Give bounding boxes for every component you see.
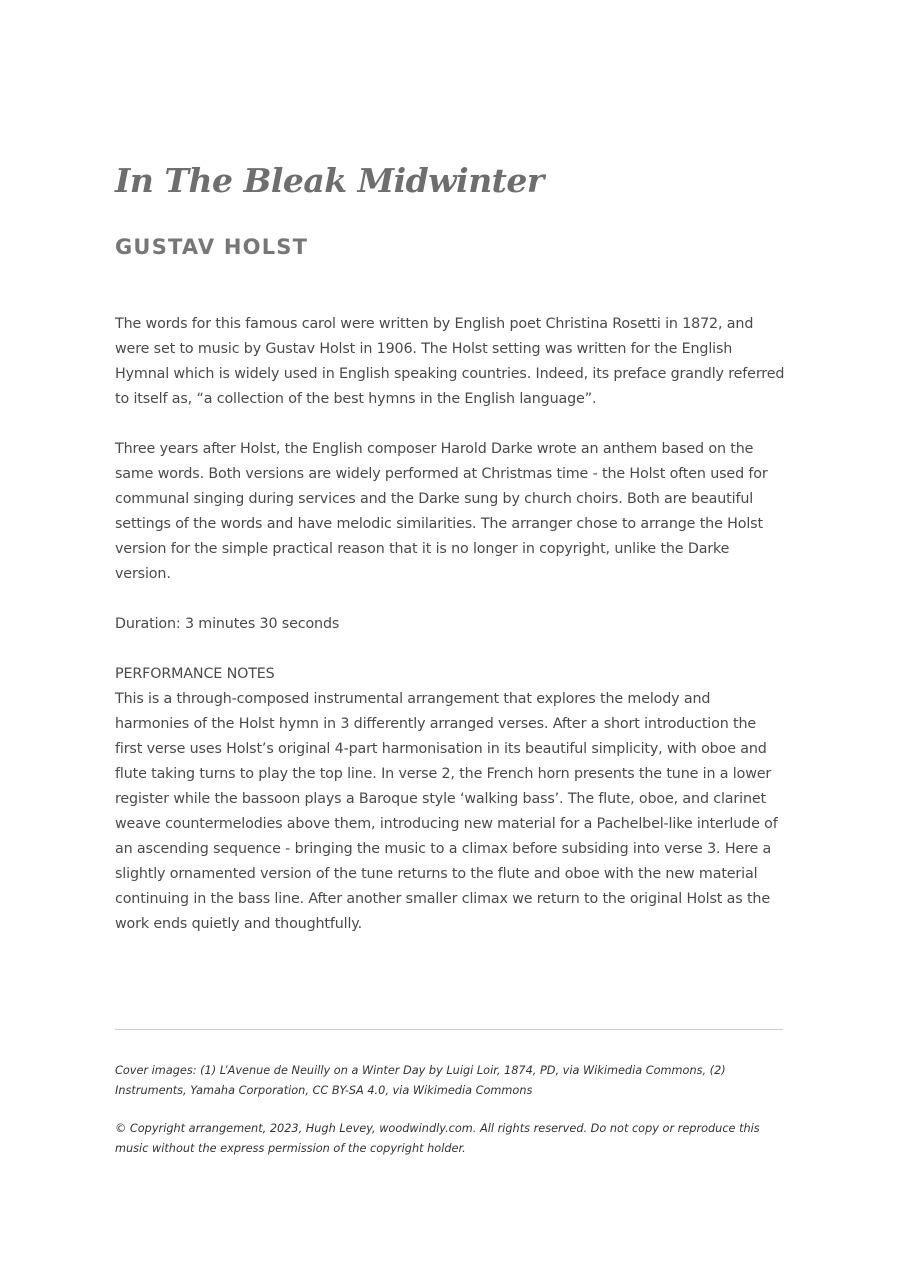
piece-title: In The Bleak Midwinter — [115, 161, 544, 200]
intro-paragraph: The words for this famous carol were written by English poet Christina Rosetti in 1872, and were set to music by Gustav Holst in 1906. The Holst setting was written for the English Hymnal which is widely used in English speaking countries. Indeed, its preface grandly referred to itself as, “a collection of the best hymns in the English language”. — [115, 316, 785, 407]
performance-notes-heading: PERFORMANCE NOTES — [115, 666, 275, 682]
history-paragraph: Three years after Holst, the English composer Harold Darke wrote an anthem based on the same words. Both versions are widely performed at Christmas time - the Holst often used for communal singing during services and the Darke sung by church choirs. Both are beautiful settings of the words and have melodic similarities. The arranger chose to arrange the Holst version for the simple practical reason that it is no longer in copyright, unlike the Darke version. — [115, 441, 768, 582]
footer-divider — [115, 1029, 783, 1030]
performance-notes-text: This is a through-composed instrumental arrangement that explores the melody and harmonies of the Holst hymn in 3 differently arranged verses. After a short introduction the first verse uses Holst’s original 4-part harmonisation in its beautiful simplicity, with oboe and flute taking turns to play the top line. In verse 2, the French horn presents the tune in a lower register while the bassoon plays a Baroque style ‘walking bass’. The flute, oboe, and clarinet weave countermelodies above them, introducing new material for a Pachelbel-like interlude of an ascending sequence - bringing the music to a climax before subsiding into verse 3. Here a slightly ornamented version of the tune returns to the flute and oboe with the new material continuing in the bass line. After another smaller climax we return to the original Holst as the work ends quietly and thoughtfully. — [115, 691, 778, 932]
duration-text: Duration: 3 minutes 30 seconds — [115, 616, 340, 632]
copyright-notice: © Copyright arrangement, 2023, Hugh Levey, woodwindly.com. All rights reserved. Do not copy or reproduce this music without the express permission of the copyright holder. — [115, 1122, 760, 1155]
cover-images-credit: Cover images: (1) L’Avenue de Neuilly on a Winter Day by Luigi Loir, 1874, PD, via Wikimedia Commons, (2) Instruments, Yamaha Corporation, CC BY-SA 4.0, via Wikimedia Commons — [115, 1064, 726, 1097]
document-body — [115, 158, 785, 937]
performance-notes-section — [115, 662, 785, 937]
composer-name: GUSTAV HOLST — [115, 235, 309, 259]
